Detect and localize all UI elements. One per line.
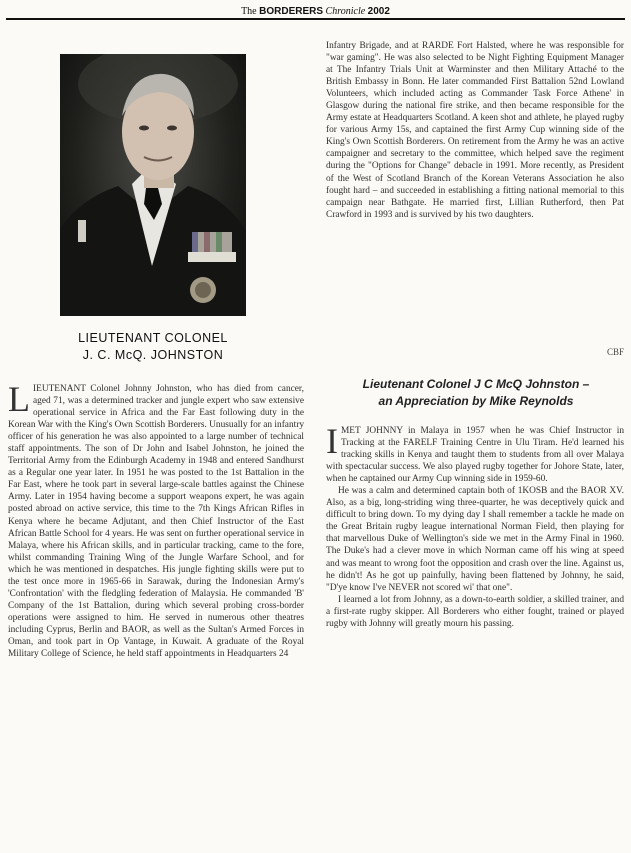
appreciation-column [326,421,624,630]
appreciation-title-line1: Lieutenant Colonel J C McQ Johnston – [362,377,590,391]
page-header [6,5,625,20]
obituary-signoff: CBF [606,347,624,357]
header-brand: BORDERERS [259,6,324,17]
appreciation-paragraph-1-text: MET JOHNNY in Malaya in 1957 when he was Chief Instructor in Tracking at the FARELF Training Centre in Ulu Tiram. He'd learned his tracking skills in Kenya and taught them to students from all over Malaya with spectacular success. We also played rugby together for Johore State, later, when he captained our Army Cup winning side in 1959-60. [326,426,624,485]
portrait-photo [60,54,246,316]
appreciation-dropcap: I [326,421,338,461]
appreciation-title-line2: an Appreciation by Mike Reynolds [378,394,574,408]
appreciation-paragraph [326,421,624,485]
header-prefix: The [241,6,260,17]
portrait-caption [40,330,266,364]
header-year: 2002 [367,6,390,17]
obituary-text: IEUTENANT Colonel Johnny Johnston, who has died from cancer, aged 71, was a determined tracker and jungle expert who saw extensive operational service in Africa and the Far East following duty in the Korean War with the King's Own Scottish Borderers. Unusually for an infantry officer of his generation he was also appointed to a large number of technical staff appointments. The son of Dr John and Isabel Johnston, he joined the Territorial Army from the Edinburgh Academy in 1948 and entered Sandhurst as a Regular one year later. In 1951 he was posted to the 1st Battalion in the Far East, where he took part in several large-scale battles against the Chinese Army. Later in 1954 having become a support weapons expert, he was again posted abroad on active service, this time to the 7th Kings African Rifles in Kenya where he became Adjutant, and then Chief Instructor of the East African Battle School for 4 years. He was sent on further operational service in Malaya, where his African skills, and in particular tracking, came to the fore, whilst commanding Training Wing of the Jungle Warfare School, and for which he was mentioned in despatches. His jungle fighting skills were put to the test once more in 1965-66 in Sarawak, during the Indonesian Army's 'Confrontation' with the fledgling federation of Malaysia. He commanded 'B' Company of the 1st Battalion, during which several probing cross-border operations were assigned to him. He served in numerous other theatres including Cyprus, Berlin and BAOR, as well as the Sultan's Armed Forces in Oman, and took part in Op Vantage, in Kuwait. A graduate of the Royal Military College of Science, he held staff appointments in Headquarters 24 [8,384,304,660]
continuation-column [326,40,624,221]
appreciation-title [340,376,612,410]
appreciation-paragraph: I learned a lot from Johnny, as a down-to-earth soldier, a skilled trainer, and a first-rate rugby skipper. All Borderers who either fought, trained or played rugby with Johnny will greatly mourn his passing. [326,594,624,629]
obituary-column [8,379,304,660]
caption-name: J. C. McQ. JOHNSTON [82,348,224,362]
appreciation-paragraph: He was a calm and determined captain both of 1KOSB and the BAOR XV. Also, as a big, long-striding wing three-quarter, he was deceptively quick and difficult to bring down. To my dying day I shall remember a tackle he made on the Great Britain rugby league international Norman Field, then playing for that marvellous Duke of Wellington's side we met in the Army Final in 1960. The Duke's had a clever move in which Norman came off his wing at speed and was meant to wrong foot the opposition and crash over the line. Against us, he didn't! As he got up painfully, having been flattened by Johnny, he said, "D'ye know I've NEVER not scored wi' that one". [326,486,624,593]
header-chronicle: Chronicle [325,6,366,17]
obituary-paragraph [8,379,304,660]
caption-rank: LIEUTENANT COLONEL [78,331,228,345]
continuation-text: Infantry Brigade, and at RARDE Fort Halsted, where he was responsible for "war gaming". He was also selected to be Night Fighting Equipment Manager at The Infantry Trials Unit at Warminster and then Military Attaché to the British Embassy in Bonn. He later commanded First Battalion 52nd Lowland Volunteers, which included acting as Commander Task Force Athene' in Glasgow during the national fire strike, and then became responsible for the Army estate at Headquarters Scotland. A keen shot and athlete, he played rugby for various Army 15s, and captained the first Army Cup winning side of the King's Own Scottish Borderers. On retirement from the Army he was an active campaigner and secretary to the committee, which helped save the regiment during the "Options for Change" debacle in 1991. More recently, as President of the West of Scotland Branch of the Korean Veterans Association he also fought hard – and succeeded in establishing a fitting national memorial to this campaign near Bathgate. He married first, Lillian Rutherford, then Pat Crawford in 1993 and is survived by his two daughters. [326,41,624,220]
obituary-dropcap: L [8,379,30,419]
